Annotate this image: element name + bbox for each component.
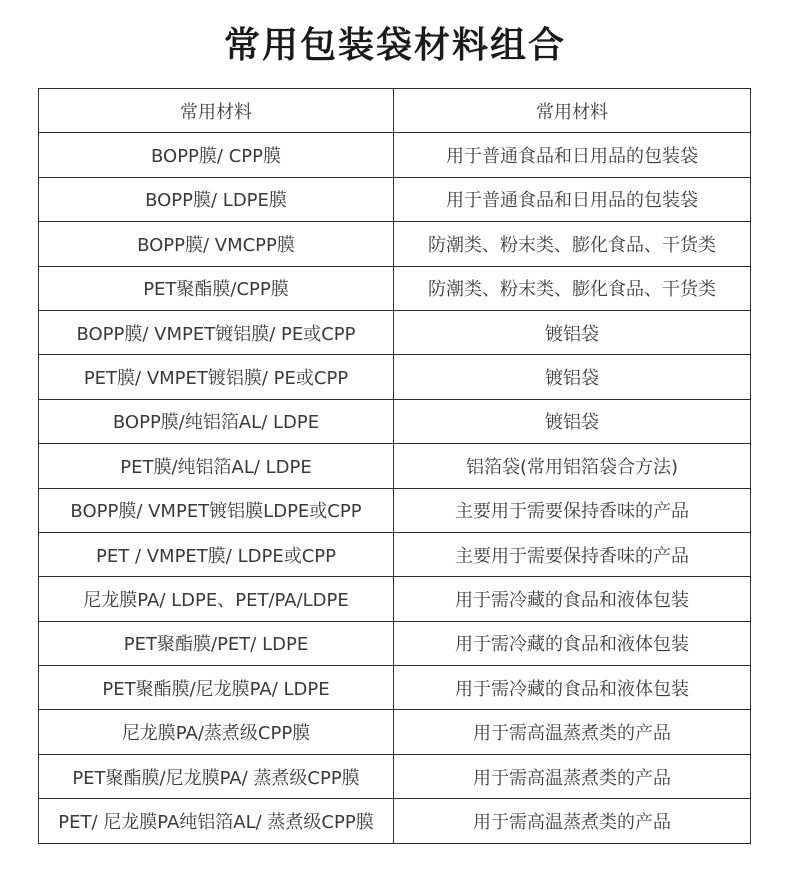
material-cell: PET聚酯膜/CPP膜 — [39, 266, 394, 310]
usage-cell: 用于需冷藏的食品和液体包装 — [394, 577, 751, 621]
usage-cell: 镀铝袋 — [394, 355, 751, 399]
usage-cell: 主要用于需要保持香味的产品 — [394, 488, 751, 532]
table-row — [39, 222, 751, 266]
table-row — [39, 310, 751, 354]
table-row — [39, 577, 751, 621]
usage-cell: 用于需冷藏的食品和液体包装 — [394, 666, 751, 710]
material-cell: PET膜/ VMPET镀铝膜/ PE或CPP — [39, 355, 394, 399]
table-row — [39, 266, 751, 310]
usage-cell: 镀铝袋 — [394, 310, 751, 354]
usage-cell: 用于需高温蒸煮类的产品 — [394, 710, 751, 754]
table-row — [39, 799, 751, 843]
usage-cell: 用于需高温蒸煮类的产品 — [394, 799, 751, 843]
page-title: 常用包装袋材料组合 — [223, 25, 566, 66]
material-cell: PET聚酯膜/PET/ LDPE — [39, 621, 394, 665]
table-row — [39, 399, 751, 443]
material-cell: 尼龙膜PA/蒸煮级CPP膜 — [39, 710, 394, 754]
usage-cell: 用于需高温蒸煮类的产品 — [394, 754, 751, 798]
material-cell: PET膜/纯铝箔AL/ LDPE — [39, 444, 394, 488]
table-row — [39, 621, 751, 665]
materials-table-container — [38, 88, 750, 844]
table-body — [39, 133, 751, 843]
materials-table — [38, 88, 751, 844]
material-cell: 尼龙膜PA/ LDPE、PET/PA/LDPE — [39, 577, 394, 621]
material-cell: BOPP膜/ VMPET镀铝膜LDPE或CPP — [39, 488, 394, 532]
usage-cell: 用于普通食品和日用品的包装袋 — [394, 177, 751, 221]
material-cell: PET / VMPET膜/ LDPE或CPP — [39, 532, 394, 576]
table-row — [39, 710, 751, 754]
table-row — [39, 444, 751, 488]
table-row — [39, 532, 751, 576]
table-row — [39, 355, 751, 399]
usage-cell: 镀铝袋 — [394, 399, 751, 443]
material-cell: BOPP膜/ VMPET镀铝膜/ PE或CPP — [39, 310, 394, 354]
usage-cell: 用于普通食品和日用品的包装袋 — [394, 133, 751, 177]
material-cell: PET聚酯膜/尼龙膜PA/ LDPE — [39, 666, 394, 710]
material-cell: BOPP膜/纯铝箔AL/ LDPE — [39, 399, 394, 443]
table-row — [39, 754, 751, 798]
table-row — [39, 666, 751, 710]
header-material: 常用材料 — [39, 89, 394, 133]
table-header — [39, 89, 751, 133]
header-usage: 常用材料 — [394, 89, 751, 133]
header-row — [39, 89, 751, 133]
table-row — [39, 133, 751, 177]
material-cell: PET聚酯膜/尼龙膜PA/ 蒸煮级CPP膜 — [39, 754, 394, 798]
usage-cell: 防潮类、粉末类、膨化食品、干货类 — [394, 222, 751, 266]
usage-cell: 用于需冷藏的食品和液体包装 — [394, 621, 751, 665]
usage-cell: 防潮类、粉末类、膨化食品、干货类 — [394, 266, 751, 310]
usage-cell: 铝箔袋(常用铝箔袋合方法) — [394, 444, 751, 488]
material-cell: BOPP膜/ LDPE膜 — [39, 177, 394, 221]
material-cell: PET/ 尼龙膜PA纯铝箔AL/ 蒸煮级CPP膜 — [39, 799, 394, 843]
material-cell: BOPP膜/ VMCPP膜 — [39, 222, 394, 266]
material-cell: BOPP膜/ CPP膜 — [39, 133, 394, 177]
table-row — [39, 488, 751, 532]
table-row — [39, 177, 751, 221]
usage-cell: 主要用于需要保持香味的产品 — [394, 532, 751, 576]
